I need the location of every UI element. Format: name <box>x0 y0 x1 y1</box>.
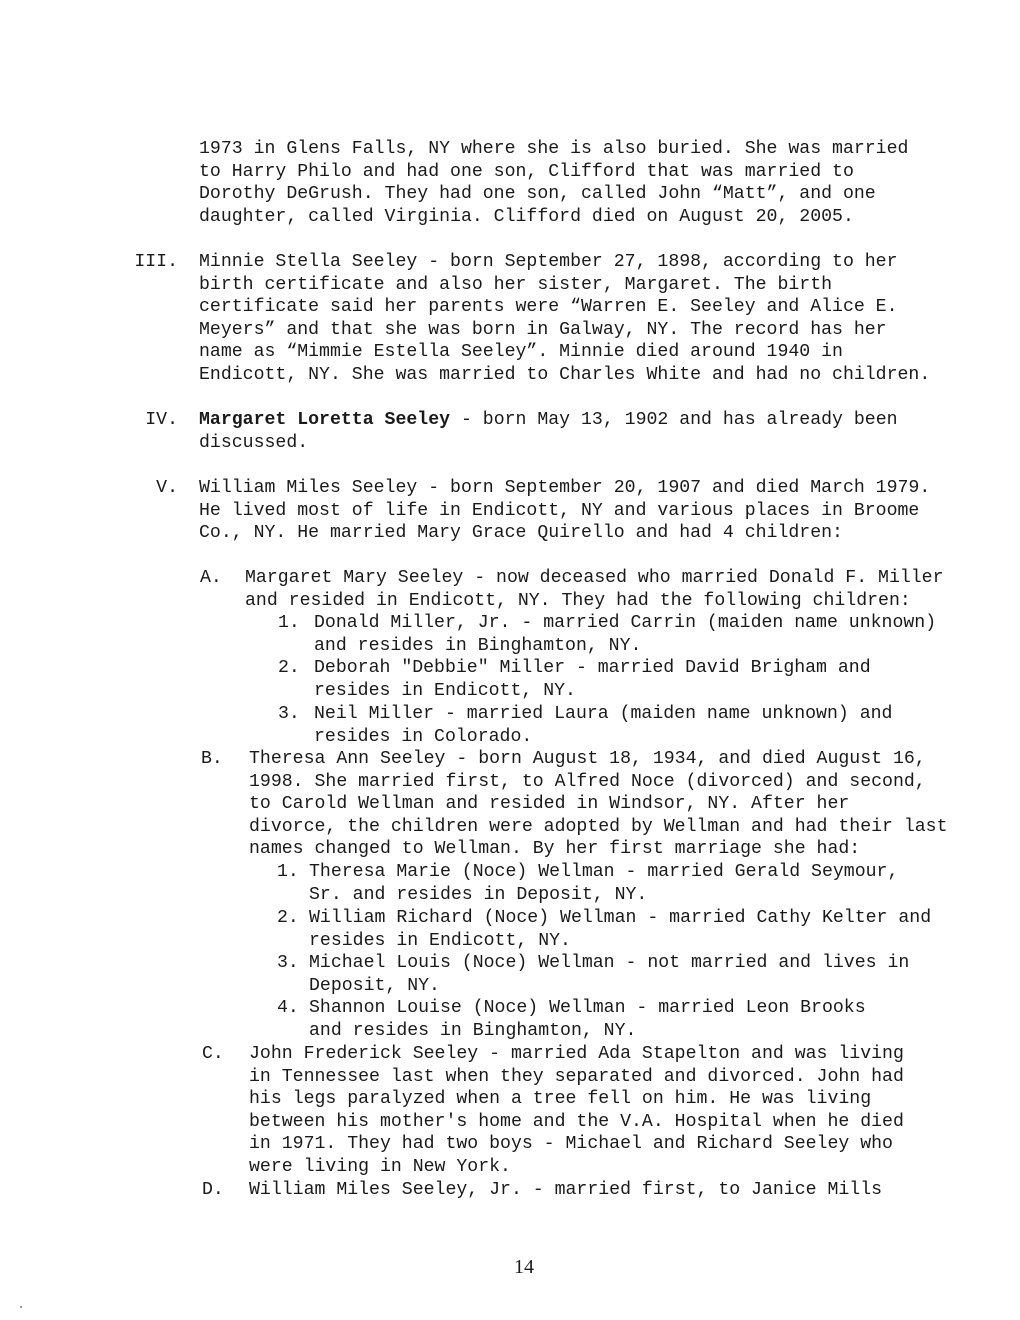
scan-speck <box>20 1306 22 1308</box>
grandchild-line: Donald Miller, Jr. - married Carrin (maiden name unknown) <box>314 613 937 633</box>
child-marker-d: D. <box>202 1180 224 1200</box>
section-v-line: He lived most of life in Endicott, NY and various places in Broome <box>199 500 920 521</box>
grandchild-line: Neil Miller - married Laura (maiden name unknown) and <box>314 704 893 724</box>
grandchild-line: resides in Endicott, NY. <box>309 930 571 951</box>
grandchild-line: Sr. and resides in Deposit, NY. <box>309 884 648 905</box>
section-v-text <box>199 477 930 545</box>
child-c-line: his legs paralyzed when a tree fell on him. He was living <box>249 1089 872 1110</box>
section-iii-line: name as “Mimmie Estella Seeley”. Minnie died around 1940 in <box>199 342 843 363</box>
child-b-line: names changed to Wellman. By her first marriage she had: <box>249 839 861 860</box>
grandchild-line: Theresa Marie (Noce) Wellman - married Gerald Seymour, <box>309 862 899 882</box>
child-c-line: between his mother's home and the V.A. Hospital when he died <box>249 1111 904 1132</box>
grandchild-marker: 4. <box>277 998 299 1018</box>
child-marker-c: C. <box>202 1044 224 1064</box>
child-b-line: Theresa Ann Seeley - born August 18, 1934, and died August 16, <box>249 749 926 769</box>
child-b-line: 1998. She married first, to Alfred Noce (divorced) and second, <box>249 771 926 792</box>
grandchild-line: Shannon Louise (Noce) Wellman - married Leon Brooks <box>309 998 866 1018</box>
section-v-line: Co., NY. He married Mary Grace Quirello and had 4 children: <box>199 523 843 544</box>
child-a-line: and resided in Endicott, NY. They had the following children: <box>245 590 911 611</box>
child-a-line: Margaret Mary Seeley - now deceased who married Donald F. Miller <box>245 568 944 588</box>
child-c-text <box>249 1043 904 1179</box>
grandchild-line: Deborah "Debbie" Miller - married David Brigham and <box>314 658 871 678</box>
child-b-line: to Carold Wellman and resided in Windsor, NY. After her <box>249 794 850 815</box>
grandchild-marker: 3. <box>278 704 300 724</box>
intro-line: daughter, called Virginia. Clifford died on August 20, 2005. <box>199 206 854 227</box>
grandchild-text <box>314 703 892 748</box>
grandchild-text <box>314 612 936 657</box>
section-iii-line: Meyers” and that she was born in Galway, NY. The record has her <box>199 319 887 340</box>
page-number: 14 <box>514 1256 534 1278</box>
grandchild-text <box>309 907 931 952</box>
section-iv-line <box>199 409 898 432</box>
section-iv-text <box>199 409 898 454</box>
intro-paragraph <box>199 138 908 228</box>
section-iv-rest: - born May 13, 1902 and has already been <box>450 410 898 430</box>
section-marker-iii: III. <box>134 252 178 272</box>
section-marker-iv: IV. <box>145 410 178 430</box>
grandchild-text <box>309 861 898 906</box>
section-iii-line: certificate said her parents were “Warren E. Seeley and Alice E. <box>199 297 898 318</box>
grandchild-marker: 2. <box>277 908 299 928</box>
grandchild-marker: 3. <box>277 953 299 973</box>
child-b-line: divorce, the children were adopted by Wellman and had their last <box>249 816 948 837</box>
child-marker-a: A. <box>200 568 222 588</box>
grandchild-marker: 1. <box>277 862 299 882</box>
child-a-text <box>245 567 944 612</box>
grandchild-marker: 1. <box>278 613 300 633</box>
intro-line: to Harry Philo and had one son, Clifford that was married to <box>199 161 854 182</box>
grandchild-line: resides in Endicott, NY. <box>314 680 576 701</box>
grandchild-text <box>309 952 909 997</box>
child-c-line: were living in New York. <box>249 1156 511 1177</box>
grandchild-marker: 2. <box>278 658 300 678</box>
grandchild-line: and resides in Binghamton, NY. <box>309 1020 637 1041</box>
child-d-line: William Miles Seeley, Jr. - married first, to Janice Mills <box>249 1180 883 1200</box>
section-v-line: William Miles Seeley - born September 20, 1907 and died March 1979. <box>199 478 931 498</box>
child-c-line: in 1971. They had two boys - Michael and Richard Seeley who <box>249 1134 893 1155</box>
section-iii-line: birth certificate and also her sister, Margaret. The birth <box>199 274 833 295</box>
child-marker-b: B. <box>201 749 223 769</box>
intro-line: Dorothy DeGrush. They had one son, called John “Matt”, and one <box>199 184 876 205</box>
grandchild-line: William Richard (Noce) Wellman - married Cathy Kelter and <box>309 908 932 928</box>
child-b-text <box>249 748 948 861</box>
section-iii-text <box>199 251 930 387</box>
grandchild-line: resides in Colorado. <box>314 726 533 747</box>
grandchild-text <box>314 657 871 702</box>
grandchild-text <box>309 997 866 1042</box>
child-c-line: in Tennessee last when they separated and divorced. John had <box>249 1066 904 1087</box>
grandchild-line: Michael Louis (Noce) Wellman - not married and lives in <box>309 953 910 973</box>
child-d-text <box>249 1179 882 1202</box>
section-iii-line: Minnie Stella Seeley - born September 27, 1898, according to her <box>199 252 898 272</box>
child-c-line: John Frederick Seeley - married Ada Stapelton and was living <box>249 1044 904 1064</box>
grandchild-line: Deposit, NY. <box>309 975 440 996</box>
section-iii-line: Endicott, NY. She was married to Charles White and had no children. <box>199 364 931 385</box>
intro-line: 1973 in Glens Falls, NY where she is also buried. She was married <box>199 139 909 159</box>
person-name-bold: Margaret Loretta Seeley <box>199 410 451 430</box>
grandchild-line: and resides in Binghamton, NY. <box>314 635 642 656</box>
section-marker-v: V. <box>156 478 178 498</box>
section-iv-line: discussed. <box>199 432 309 453</box>
